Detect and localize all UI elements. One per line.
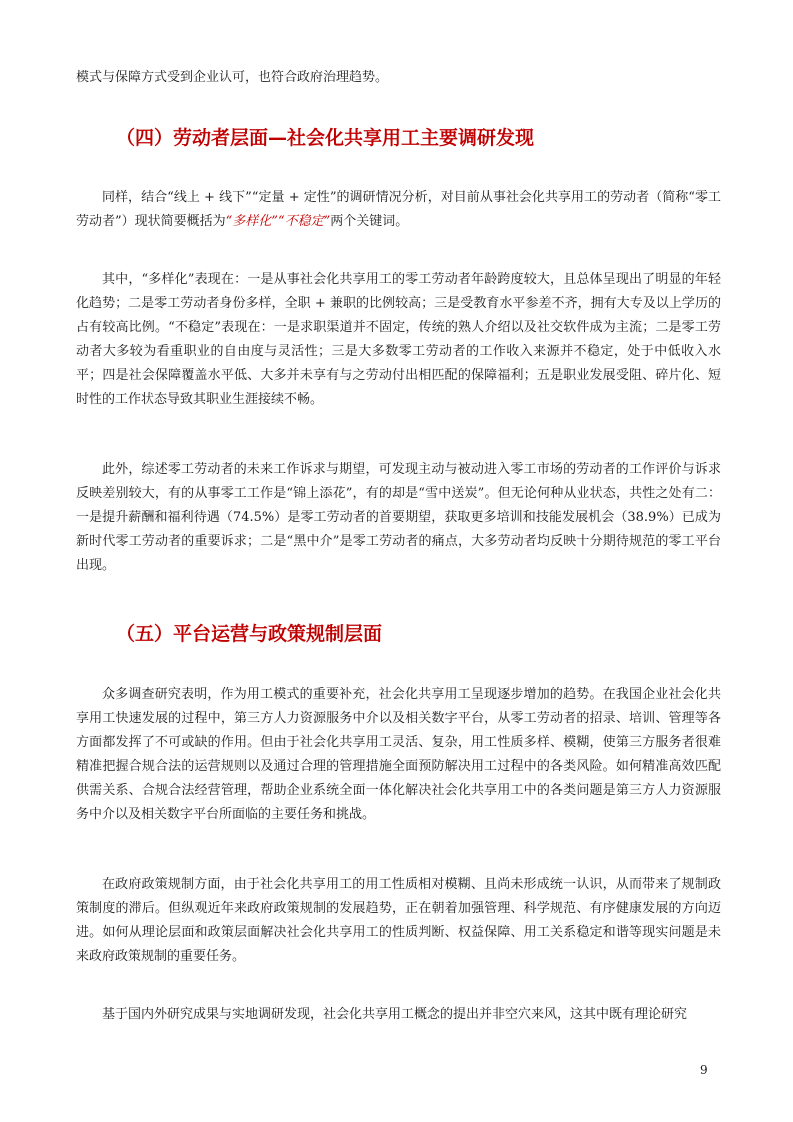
section-4-heading: （四）劳动者层面—社会化共享用工主要调研发现 <box>116 127 535 149</box>
section-5-paragraph-3: 基于国内外研究成果与实地调研发现，社会化共享用工概念的提出并非空穴来风，这其中既有理论研究 <box>102 1007 688 1022</box>
section-5-heading: （五）平台运营与政策规制层面 <box>116 623 383 645</box>
keywords-emphasis: “多样化”“不稳定” <box>225 214 331 229</box>
section-5-paragraph-1: 众多调查研究表明，作为用工模式的重要补充，社会化共享用工呈现逐步增加的趋势。在我国企业社会化共享用工快速发展的过程中，第三方人力资源服务中介以及相关数字平台，从零工劳动者的招录、培训、管理等各方面都发挥了不可或缺的作用。但由于社会化共享用工灵活、复杂，用工性质多样、模糊，使第三方服务者很难精准把握合规合法的运营规则以及通过合理的管理措施全面预防解决用工过程中的各类风险。如何精准高效匹配供需关系、合规合法经营管理，帮助企业系统全面一体化解决社会化共享用工中的各类问题是第三方人力资源服务中介以及相关数字平台所面临的主要任务和挑战。 <box>76 687 721 822</box>
section-4-paragraph-1 <box>76 186 721 234</box>
section-4-paragraph-1-text-a: 同样，结合“线上 + 线下”“定量 + 定性”的调研情况分析，对目前从事社会化共享用工的劳动者（简称“零工劳动者”）现状简要概括为 <box>76 190 721 229</box>
section-4-paragraph-1-text-b: 两个关键词。 <box>330 214 409 229</box>
intro-tail-paragraph: 模式与保障方式受到企业认可，也符合政府治理趋势。 <box>76 70 389 85</box>
section-4-paragraph-2: 其中，“多样化”表现在：一是从事社会化共享用工的零工劳动者年龄跨度较大，且总体呈现出了明显的年轻化趋势；二是零工劳动者身份多样，全职 + 兼职的比例较高；三是受教育水平参差不齐，拥有大专及以上学历的占有较高比例。“不稳定”表现在：一是求职渠道并不固定，传统的熟人介绍以及社交软件成为主流；二是零工劳动者大多较为看重职业的自由度与灵活性；三是大多数零工劳动者的工作收入来源并不稳定，处于中低收入水平；四是社会保障覆盖水平低、大多并未享有与之劳动付出相匹配的保障福利；五是职业发展受阻、碎片化、短时性的工作状态导致其职业生涯接续不畅。 <box>76 272 721 407</box>
page-number: 9 <box>700 1063 708 1077</box>
section-4-paragraph-3: 此外，综述零工劳动者的未来工作诉求与期望，可发现主动与被动进入零工市场的劳动者的工作评价与诉求反映差别较大，有的从事零工工作是“锦上添花”，有的却是“雪中送炭”。但无论何种从业状态，共性之处有二：一是提升薪酬和福利待遇（74.5%）是零工劳动者的首要期望，获取更多培训和技能发展机会（38.9%）已成为新时代零工劳动者的重要诉求；二是“黑中介”是零工劳动者的痛点，大多劳动者均反映十分期待规范的零工平台出现。 <box>76 462 721 573</box>
section-5-paragraph-2: 在政府政策规制方面，由于社会化共享用工的用工性质相对模糊、且尚未形成统一认识，从而带来了规制政策制度的滞后。但纵观近年来政府政策规制的发展趋势，正在朝着加强管理、科学规范、有序健康发展的方向迈进。如何从理论层面和政策层面解决社会化共享用工的性质判断、权益保障、用工关系稳定和谐等现实问题是未来政府政策规制的重要任务。 <box>76 877 721 964</box>
